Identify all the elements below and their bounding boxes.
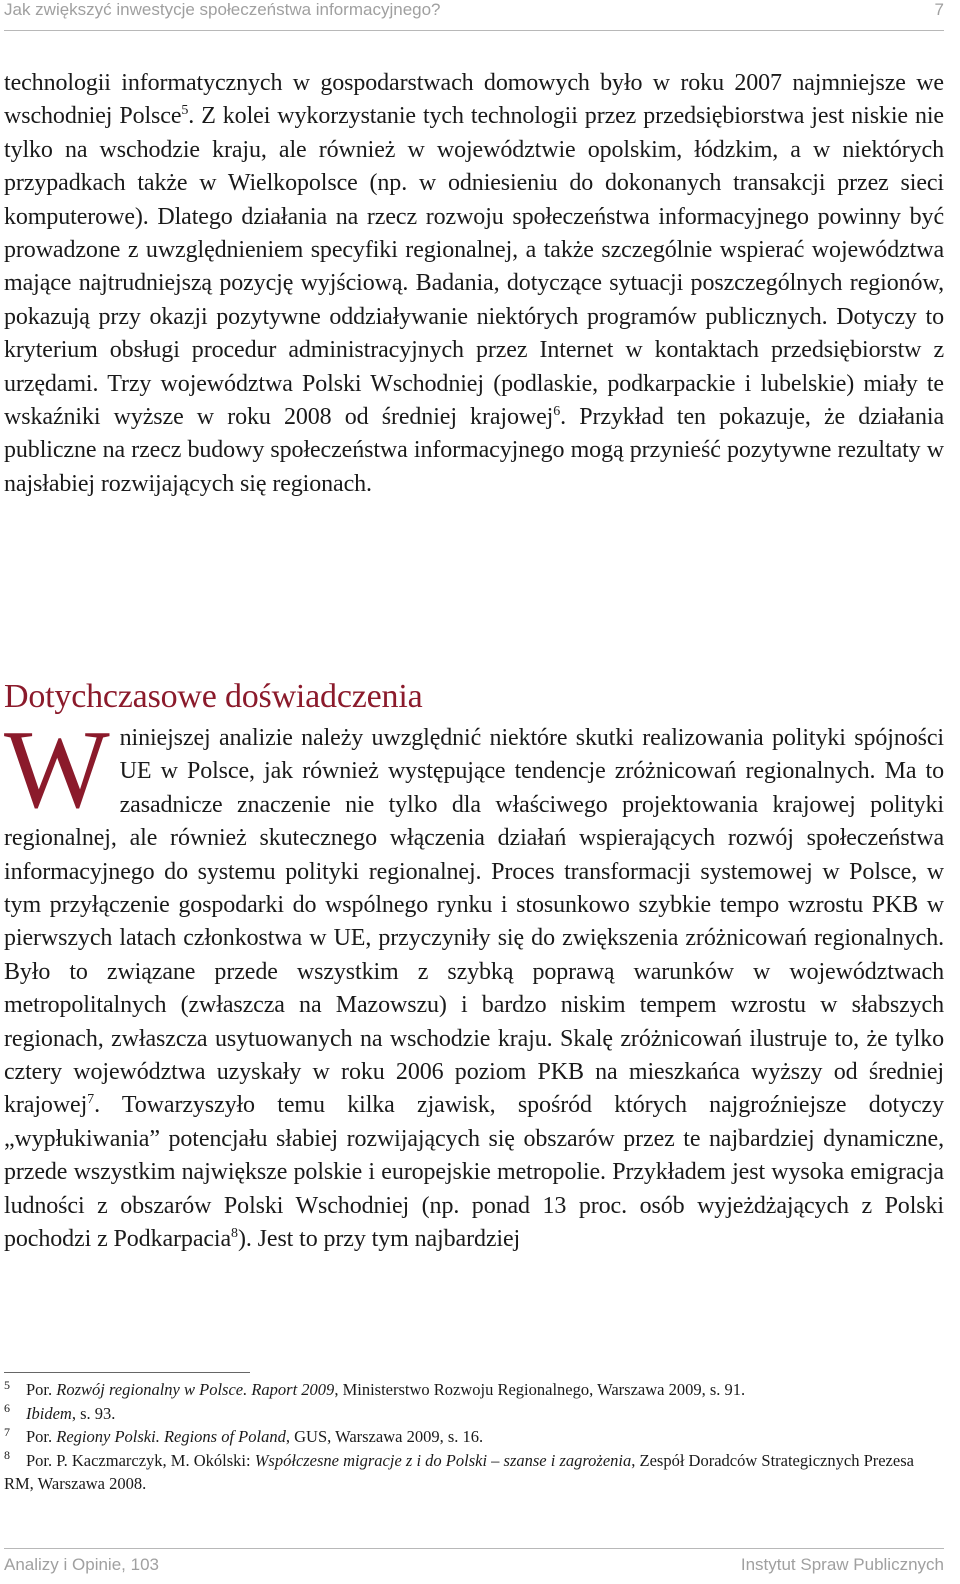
- footnote-ref-6[interactable]: 6: [553, 404, 561, 420]
- paragraph-text: niniejszej analizie należy uwzględnić niektóre skutki realizowania polityki spójności UE w Polsce, jak również występujące tendencje zróżnicowań regionalnych. Ma to zasadnicze znaczenie nie tylko dla właściwego projektowania krajowej polityki regionalnej, ale również skutecznego włączenia działań wspierających rozwój społeczeństwa informacyjnego do systemu polityki regionalnej. Proces transformacji systemowej w Polsce, w tym przyłączenie gospodarki do wspólnego rynku i stosunkowo szybkie tempo wzrostu PKB w pierwszych latach członkostwa w UE, przyczyniły się do zwiększenia zróżnicowań regionalnych. Było to związane przede wszystkim z szybką poprawą warunków w województwach metropolitalnych (zwłaszcza na Mazowszu) i bardzo niskim tempem wzrostu w słabszych regionach, zwłaszcza usytuowanych na wschodzie kraju. Skalę zróżnicowań ilustruje to, że tylko cztery województwa uzyskały w roku 2006 poziom PKB na mieszkańca wyższy od średniej krajowej: [4, 725, 944, 1119]
- footnote-text: Por.: [26, 1380, 57, 1399]
- paragraph-text: . Towarzyszyło temu kilka zjawisk, spośród których najgroźniejsze dotyczy „wypłukiwania” potencjału słabiej rozwijających się obszarów przez te najbardziej dynamiczne, przede wszystkim największe polskie i europejskie metropolie. Przykładem jest wysoka emigracja ludności z obszarów Polski Wschodniej (np. ponad 13 proc. osób wyjeżdżających z Polski pochodzi z Podkarpacia: [4, 1092, 944, 1253]
- footnote-title: Ibidem: [26, 1403, 72, 1423]
- paragraph-text: . Z kolei wykorzystanie tych technologii przez przedsiębiorstwa jest niskie nie tylko na wschodzie kraju, ale również w województwie opolskim, łódzkim, a w niektórych przypadkach także w Wielkopolsce (np. w odniesieniu do dokonanych transakcji przez sieci komputerowe). Dlatego działania na rzecz rozwoju społeczeństwa informacyjnego powinny być prowadzone z uwzględnieniem specyfiki regionalnej, a także szczególnie wspierać województwa mające najtrudniejszą pozycję wyjściową. Badania, dotyczące sytuacji poszczególnych regionów, pokazują przy okazji pozytywne oddziaływanie niektórych programów publicznych. Dotyczy to kryterium obsługi procedur administracyjnych przez Internet w kontaktach przedsiębiorstw z urzędami. Trzy województwa Polski Wschodniej (podlaskie, podkarpackie i lubelskie) miały te wskaźniki wyższe w roku 2008 od średniej krajowej: [4, 103, 944, 431]
- body-paragraph-1: [4, 67, 944, 501]
- publication-series: Analizy i Opinie, 103: [4, 1555, 159, 1574]
- paragraph-text: . Przykład ten pokazuje, że działania publiczne na rzecz budowy społeczeństwa informacyjnego mogą przynieść pozytywne rezultaty w najsłabiej rozwijających się regionach.: [4, 404, 944, 497]
- footnote-title: Rozwój regionalny w Polsce. Raport 2009: [56, 1380, 335, 1399]
- section-heading: Dotychczasowe doświadczenia: [4, 678, 423, 716]
- footnote-text: , GUS, Warszawa 2009, s. 16.: [285, 1427, 484, 1446]
- running-header-title: Jak zwiększyć inwestycje społeczeństwa informacyjnego?: [4, 0, 441, 19]
- footnote-title: Regiony Polski. Regions of Poland: [56, 1427, 286, 1446]
- paragraph-text: ). Jest to przy tym najbardziej: [237, 1226, 521, 1253]
- footnote: 5 Por. Rozwój regionalny w Polsce. Raport 2009, Ministerstwo Rozwoju Regionalnego, Warszawa 2009, s. 91.: [4, 1377, 746, 1399]
- footnote-ref-5[interactable]: 5: [181, 103, 189, 119]
- paragraph-text: technologii informatycznych w gospodarstwach domowych było w roku 2007 najmniejsze we wschodniej Polsce: [4, 70, 944, 130]
- footnote: 7 Por. Regiony Polski. Regions of Poland, GUS, Warszawa 2009, s. 16.: [4, 1424, 484, 1446]
- footnote-text: , s. 93.: [71, 1403, 116, 1423]
- drop-cap: W: [4, 708, 110, 832]
- running-footer: [4, 1548, 944, 1579]
- footnote-ref-8[interactable]: 8: [231, 1226, 238, 1242]
- footnote-text: Por.: [26, 1427, 57, 1446]
- body-paragraph-2: [4, 708, 944, 1257]
- footnote-text: Por. P. Kaczmarczyk, M. Okólski:: [26, 1450, 255, 1470]
- page-number: 7: [934, 0, 944, 19]
- running-header: [4, 0, 944, 31]
- footnote-divider: [4, 1372, 250, 1373]
- footnote-text: , Ministerstwo Rozwoju Regionalnego, Warszawa 2009, s. 91.: [334, 1380, 746, 1399]
- footnote: 8 Por. P. Kaczmarczyk, M. Okólski: Współczesne migracje z i do Polski – szanse i zagrożenia, Zespół Doradców Strategicznych Prezesa RM, Warszawa 2008.: [4, 1448, 914, 1493]
- footnote-text: , Zespół Doradców Strategicznych Prezesa RM, Warszawa 2008.: [4, 1450, 914, 1493]
- footnote-ref-7[interactable]: 7: [87, 1092, 95, 1108]
- publisher-name: Instytut Spraw Publicznych: [740, 1555, 944, 1574]
- footnote-title: Współczesne migracje z i do Polski – szanse i zagrożenia: [254, 1450, 632, 1470]
- footnotes: [4, 1378, 944, 1496]
- footnote: 6 Ibidem, s. 93.: [4, 1401, 116, 1423]
